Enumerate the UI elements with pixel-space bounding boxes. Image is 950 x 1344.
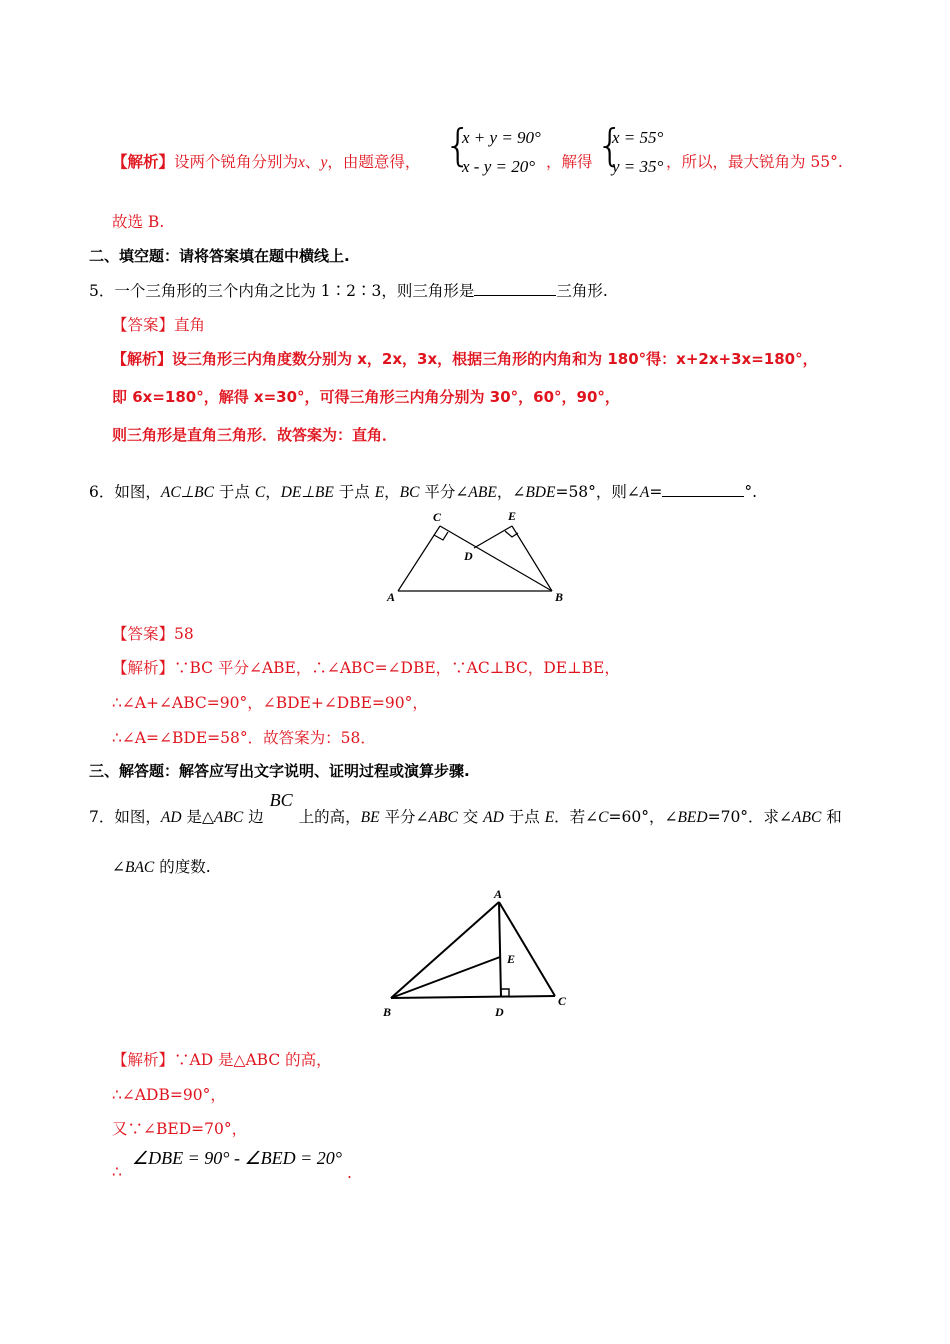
text: 三角形. bbox=[556, 282, 608, 300]
segment-AC bbox=[499, 902, 555, 996]
q7-stem-line1 bbox=[89, 790, 842, 827]
label-A: A bbox=[387, 590, 396, 604]
var-x: x bbox=[298, 154, 305, 171]
q7-stem-line2 bbox=[112, 855, 211, 877]
text: 于点 bbox=[214, 483, 255, 501]
system1-line2: x - y = 20° bbox=[462, 157, 536, 176]
answer-blank bbox=[662, 482, 744, 497]
text: 交 bbox=[457, 808, 484, 826]
math: AD bbox=[160, 809, 182, 826]
text: 5．一个三角形的三个内角之比为 1∶2∶3，则三角形是 bbox=[89, 282, 475, 300]
period: . bbox=[347, 1164, 352, 1182]
text: = bbox=[649, 483, 663, 501]
text: ，由题意得， bbox=[327, 153, 421, 171]
q5-analysis-line2: 即 6x=180°，解得 x=30°，可得三角形三内角分别为 30°，60°，90°， bbox=[112, 388, 620, 406]
text: =58°，则∠ bbox=[555, 483, 640, 501]
q7-figure bbox=[375, 882, 575, 1022]
q7-formula: ∠DBE = 90° - ∠BED = 20° bbox=[132, 1148, 342, 1168]
q6-figure bbox=[380, 505, 570, 605]
math: C bbox=[598, 809, 609, 826]
math: E bbox=[544, 809, 555, 826]
segment-BE bbox=[391, 957, 500, 998]
brace-left: { bbox=[444, 120, 472, 171]
math: ABC bbox=[428, 809, 458, 826]
text: 的度数. bbox=[154, 858, 211, 876]
text: 于点 bbox=[333, 483, 375, 501]
text: ，∠ bbox=[496, 483, 526, 501]
text: ∠ bbox=[112, 858, 125, 876]
math: BAC bbox=[125, 859, 155, 876]
segment-DE bbox=[474, 526, 512, 548]
text: 7．如图， bbox=[89, 808, 161, 826]
q6-analysis-line3: ∴∠A=∠BDE=58°．故答案为：58． bbox=[112, 729, 376, 747]
text: ， bbox=[265, 483, 281, 501]
q7-analysis-line3: 又∵∠BED=70°， bbox=[112, 1120, 248, 1138]
segment-EB bbox=[512, 526, 552, 591]
label-D: D bbox=[495, 1005, 504, 1019]
math: BC bbox=[399, 484, 420, 501]
text: 6．如图， bbox=[89, 483, 161, 501]
text: =70°．求∠ bbox=[707, 808, 793, 826]
label-A: A bbox=[494, 887, 503, 901]
math: ABC bbox=[792, 809, 822, 826]
right-angle-mark-C bbox=[434, 532, 448, 540]
q4-conclusion: ，所以，最大锐角为 55°. bbox=[666, 153, 843, 171]
q5-analysis-line1: 【解析】设三角形三内角度数分别为 x，2x，3x，根据三角形的内角和为 180°得：x+2x+3x=180°， bbox=[112, 350, 818, 368]
solve-text: ，解得 bbox=[546, 153, 593, 171]
math: AC⊥BC bbox=[160, 484, 214, 501]
text: 和 bbox=[821, 808, 842, 826]
section2-heading: 二、填空题：请将答案填在题中横线上. bbox=[89, 247, 350, 265]
math: ABC bbox=[213, 809, 244, 826]
text: 上的高， bbox=[298, 808, 361, 826]
label-C: C bbox=[433, 510, 442, 524]
text: 是△ bbox=[181, 808, 214, 826]
text: =60°，∠ bbox=[608, 808, 678, 826]
math-bc: BC bbox=[269, 790, 293, 810]
q6-analysis-line2: ∴∠A+∠ABC=90°，∠BDE+∠DBE=90°， bbox=[112, 694, 428, 712]
brace-left: { bbox=[596, 120, 624, 171]
math: E bbox=[374, 484, 385, 501]
system1-line1: x + y = 90° bbox=[462, 128, 541, 147]
math: BE bbox=[360, 809, 380, 826]
segment-AC bbox=[398, 526, 440, 591]
analysis-tag: 【解析】 bbox=[112, 152, 175, 171]
q5-analysis-line3: 则三角形是直角三角形．故答案为：直角． bbox=[112, 426, 398, 444]
q6-stem bbox=[89, 480, 757, 502]
math: ABE bbox=[468, 484, 497, 501]
segment-AD bbox=[499, 902, 501, 997]
answer-blank bbox=[474, 281, 556, 296]
text: 于点 bbox=[503, 808, 545, 826]
math: BED bbox=[677, 809, 708, 826]
label-C: C bbox=[558, 994, 567, 1008]
label-B: B bbox=[383, 1005, 392, 1019]
math: DE⊥BE bbox=[280, 484, 334, 501]
text: 平分∠ bbox=[379, 808, 429, 826]
q4-choice: 故选 B. bbox=[112, 213, 165, 231]
label-B: B bbox=[555, 590, 564, 604]
text: 平分∠ bbox=[419, 483, 469, 501]
system2-line1: x = 55° bbox=[612, 128, 664, 147]
q5-answer: 【答案】直角 bbox=[112, 316, 206, 334]
text: ， bbox=[384, 483, 400, 501]
segment-BA bbox=[391, 902, 499, 998]
text: 设两个锐角分别为 bbox=[174, 153, 299, 171]
label-E: E bbox=[508, 509, 517, 523]
q4-analysis-line bbox=[112, 150, 420, 172]
math: AD bbox=[483, 809, 504, 826]
math: C bbox=[254, 484, 266, 501]
math: BDE bbox=[525, 484, 556, 501]
text: 、 bbox=[304, 153, 321, 171]
q6-analysis-line1: 【解析】∵BC 平分∠ABE，∴∠ABC=∠DBE，∵AC⊥BC，DE⊥BE， bbox=[112, 659, 620, 677]
q7-analysis-line2: ∴∠ADB=90°， bbox=[112, 1086, 226, 1104]
var-y: y bbox=[320, 154, 328, 171]
system2-line2: y = 35° bbox=[612, 157, 664, 176]
q6-answer: 【答案】58 bbox=[112, 625, 194, 643]
math: A bbox=[639, 484, 650, 501]
q5-stem bbox=[89, 279, 608, 301]
q7-analysis-line1: 【解析】∵AD 是△ABC 的高， bbox=[112, 1051, 332, 1069]
text: ．若∠ bbox=[554, 808, 599, 826]
label-E: E bbox=[507, 952, 516, 966]
segment-BC bbox=[391, 996, 555, 998]
text: °. bbox=[744, 483, 758, 501]
therefore-symbol: ∴ bbox=[112, 1163, 122, 1181]
label-D: D bbox=[464, 549, 473, 563]
text: 边 bbox=[243, 808, 264, 826]
section3-heading: 三、解答题：解答应写出文字说明、证明过程或演算步骤. bbox=[89, 762, 470, 780]
